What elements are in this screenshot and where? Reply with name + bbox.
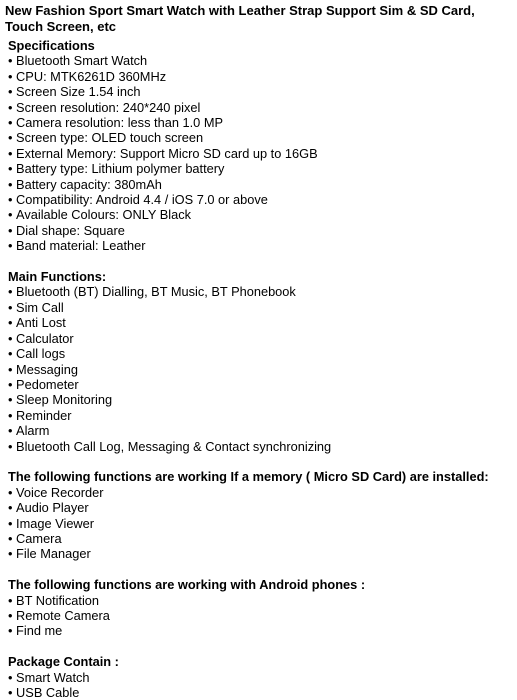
list-item: • Alarm	[8, 423, 513, 438]
list-item: • Messaging	[8, 362, 513, 377]
list-item: • Audio Player	[8, 500, 513, 515]
list-item: • Available Colours: ONLY Black	[8, 207, 513, 222]
list-item: • Find me	[8, 623, 513, 638]
list-item: • Image Viewer	[8, 516, 513, 531]
main-functions-list	[8, 284, 513, 453]
list-item: • Pedometer	[8, 377, 513, 392]
section-heading: The following functions are working If a memory ( Micro SD Card) are installed:	[8, 469, 489, 485]
specifications-list	[8, 53, 513, 253]
list-item: • Camera resolution: less than 1.0 MP	[8, 115, 513, 130]
package-contents-section	[8, 654, 513, 700]
list-item: • External Memory: Support Micro SD card up to 16GB	[8, 146, 513, 161]
list-item: • Screen type: OLED touch screen	[8, 130, 513, 145]
list-item: • Battery type: Lithium polymer battery	[8, 161, 513, 176]
android-functions-section	[8, 577, 513, 639]
list-item: • Smart Watch	[8, 670, 513, 685]
section-heading: The following functions are working with Android phones :	[8, 577, 366, 593]
section-spacer	[8, 454, 513, 469]
list-item: • BT Notification	[8, 593, 513, 608]
list-item: • Call logs	[8, 346, 513, 361]
list-item: • Battery capacity: 380mAh	[8, 177, 513, 192]
specifications-section	[8, 38, 513, 254]
sd-card-functions-section	[8, 469, 513, 561]
list-item: • Reminder	[8, 408, 513, 423]
list-item: • Sleep Monitoring	[8, 392, 513, 407]
main-functions-section	[8, 269, 513, 454]
list-item: • Remote Camera	[8, 608, 513, 623]
section-spacer	[8, 562, 513, 577]
section-spacer	[8, 639, 513, 654]
page-title: New Fashion Sport Smart Watch with Leather Strap Support Sim & SD Card, Touch Screen, etc	[5, 3, 475, 34]
sd-card-functions-list	[8, 485, 513, 562]
list-item: • File Manager	[8, 546, 513, 561]
android-functions-list	[8, 593, 513, 639]
list-item: • Screen Size 1.54 inch	[8, 84, 513, 99]
list-item: • Bluetooth Smart Watch	[8, 53, 513, 68]
section-spacer	[8, 254, 513, 269]
list-item: • Camera	[8, 531, 513, 546]
list-item: • Anti Lost	[8, 315, 513, 330]
list-item: • Bluetooth (BT) Dialling, BT Music, BT Phonebook	[8, 284, 513, 299]
list-item: • Sim Call	[8, 300, 513, 315]
list-item: • Compatibility: Android 4.4 / iOS 7.0 or above	[8, 192, 513, 207]
list-item: • CPU: MTK6261D 360MHz	[8, 69, 513, 84]
list-item: • Bluetooth Call Log, Messaging & Contact synchronizing	[8, 439, 513, 454]
list-item: • USB Cable	[8, 685, 513, 700]
product-content	[8, 38, 513, 700]
section-heading: Package Contain :	[8, 654, 119, 670]
list-item: • Dial shape: Square	[8, 223, 513, 238]
list-item: • Voice Recorder	[8, 485, 513, 500]
package-contents-list	[8, 670, 513, 700]
list-item: • Calculator	[8, 331, 513, 346]
list-item: • Screen resolution: 240*240 pixel	[8, 100, 513, 115]
list-item: • Band material: Leather	[8, 238, 513, 253]
section-heading: Main Functions:	[8, 269, 107, 285]
section-heading: Specifications	[8, 38, 95, 53]
